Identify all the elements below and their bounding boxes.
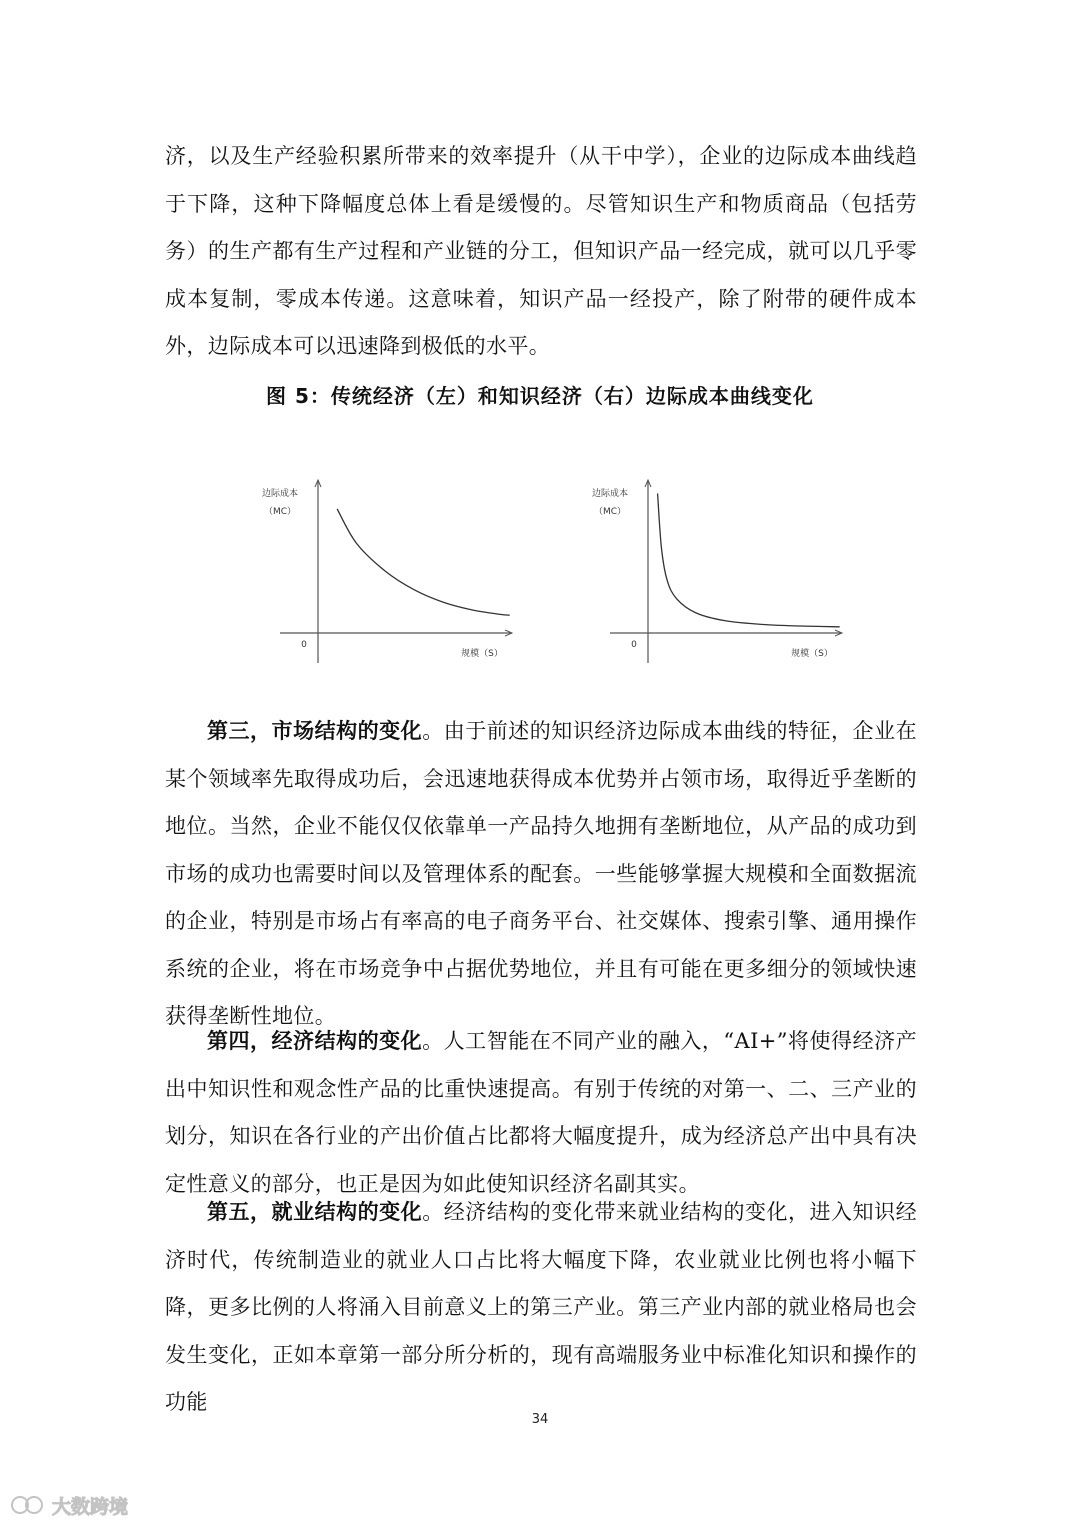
- intro-paragraph: 济，以及生产经验积累所带来的效率提升（从干中学），企业的边际成本曲线趋于下降，这种下降幅度总体上看是缓慢的。尽管知识生产和物质商品（包括劳务）的生产都有生产过程和产业链的分工，但知识产品一经完成，就可以几乎零成本复制，零成本传递。这意味着，知识产品一经投产，除了附带的硬件成本外，边际成本可以迅速降到极低的水平。: [165, 144, 917, 358]
- origin-label: 0: [301, 640, 307, 650]
- market-structure-paragraph: [165, 707, 917, 1041]
- watermark: [10, 1490, 128, 1520]
- x-axis-label: 规模（S）: [791, 649, 833, 659]
- employment-structure-body: 。经济结构的变化带来就业结构的变化，进入知识经济时代，传统制造业的就业人口占比将大幅度下降，农业就业比例也将小幅下降，更多比例的人将涌入目前意义上的第三产业。第三产业内部的就业格局也会发生变化，正如本章第一部分所分析的，现有高端服务业中标准化知识和操作的功能: [165, 1200, 917, 1414]
- y-axis-label-unit: （MC）: [593, 507, 627, 517]
- economic-structure-heading: 第四，经济结构的变化: [207, 1028, 423, 1053]
- y-axis-label-unit: （MC）: [263, 507, 297, 517]
- market-structure-body: 。由于前述的知识经济边际成本曲线的特征，企业在某个领域率先取得成功后，会迅速地获得成本优势并占领市场，取得近乎垄断的地位。当然，企业不能仅仅依靠单一产品持久地拥有垄断地位，从产品的成功到市场的成功也需要时间以及管理体系的配套。一些能够掌握大规模和全面数据流的企业，特别是市场占有率高的电子商务平台、社交媒体、搜索引擎、通用操作系统的企业，将在市场竞争中占据优势地位，并且有可能在更多细分的领域快速获得垄断性地位。: [165, 719, 917, 1028]
- chart-knowledge-economy: [580, 470, 870, 670]
- origin-label: 0: [631, 640, 637, 650]
- watermark-text: 大数跨境: [52, 1495, 129, 1518]
- employment-structure-heading: 第五，就业结构的变化: [207, 1199, 423, 1224]
- chart-knowledge-svg: [580, 470, 870, 670]
- chart-traditional-economy: [250, 470, 540, 670]
- x-axis-label: 规模（S）: [461, 649, 503, 659]
- marginal-cost-curve: [658, 494, 840, 627]
- y-axis-label: 边际成本: [261, 489, 299, 499]
- figure-title: 图 5：传统经济（左）和知识经济（右）边际成本曲线变化: [266, 384, 814, 408]
- market-structure-heading: 第三，市场结构的变化: [207, 718, 423, 743]
- y-axis-label: 边际成本: [591, 489, 629, 499]
- watermark-logo-icon: [10, 1492, 46, 1518]
- chart-traditional-svg: [250, 470, 540, 670]
- page-number: 34: [531, 1412, 549, 1427]
- economic-structure-body: 。人工智能在不同产业的融入，“AI+”将使得经济产出中知识性和观念性产品的比重快速提高。有别于传统的对第一、二、三产业的划分，知识在各行业的产出价值占比都将大幅度提升，成为经济总产出中具有决定性意义的部分，也正是因为如此使知识经济名副其实。: [165, 1029, 917, 1196]
- employment-structure-paragraph: [165, 1188, 917, 1427]
- marginal-cost-curve: [337, 509, 510, 615]
- economic-structure-paragraph: [165, 1017, 917, 1208]
